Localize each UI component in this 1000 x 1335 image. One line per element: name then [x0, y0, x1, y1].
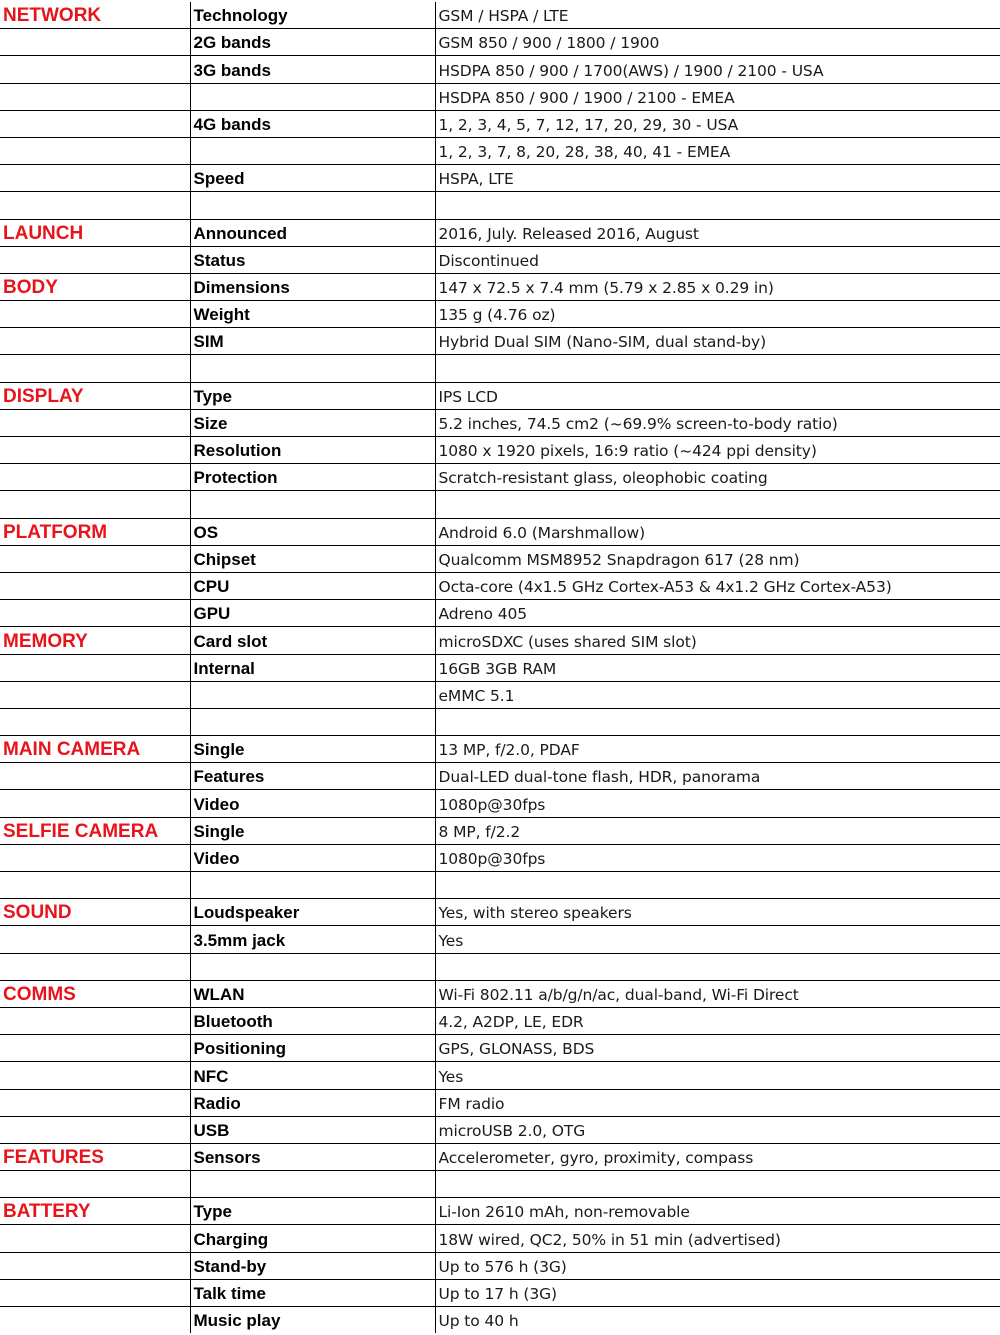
spec-row: [0, 953, 1000, 980]
feature-value: GSM 850 / 900 / 1800 / 1900: [435, 29, 1000, 56]
section-label: [0, 83, 190, 110]
feature-label: Size: [190, 409, 435, 436]
feature-label: NFC: [190, 1062, 435, 1089]
feature-label: 4G bands: [190, 110, 435, 137]
section-label: MAIN CAMERA: [0, 736, 190, 763]
spec-row: [0, 219, 1000, 246]
spec-row: [0, 437, 1000, 464]
feature-label: Video: [190, 790, 435, 817]
feature-label: Video: [190, 844, 435, 871]
section-label: [0, 872, 190, 899]
section-label: [0, 1171, 190, 1198]
feature-label: [190, 1171, 435, 1198]
feature-value: GSM / HSPA / LTE: [435, 2, 1000, 29]
feature-label: USB: [190, 1116, 435, 1143]
spec-row: [0, 899, 1000, 926]
section-label: [0, 763, 190, 790]
spec-row: [0, 926, 1000, 953]
feature-value: 2016, July. Released 2016, August: [435, 219, 1000, 246]
feature-label: Weight: [190, 301, 435, 328]
section-label: [0, 110, 190, 137]
feature-value: Li-Ion 2610 mAh, non-removable: [435, 1198, 1000, 1225]
feature-value: HSPA, LTE: [435, 165, 1000, 192]
section-label: DISPLAY: [0, 382, 190, 409]
section-label: [0, 844, 190, 871]
section-label: PLATFORM: [0, 518, 190, 545]
feature-label: Single: [190, 817, 435, 844]
feature-label: [190, 137, 435, 164]
feature-label: [190, 491, 435, 518]
feature-label: Single: [190, 736, 435, 763]
feature-label: Protection: [190, 464, 435, 491]
feature-value: 5.2 inches, 74.5 cm2 (~69.9% screen-to-body ratio): [435, 409, 1000, 436]
spec-row: [0, 1007, 1000, 1034]
feature-label: [190, 681, 435, 708]
section-label: [0, 1307, 190, 1334]
spec-row: [0, 1171, 1000, 1198]
section-label: [0, 355, 190, 382]
feature-label: Radio: [190, 1089, 435, 1116]
section-label: [0, 301, 190, 328]
section-label: MEMORY: [0, 627, 190, 654]
feature-label: 2G bands: [190, 29, 435, 56]
spec-row: [0, 1089, 1000, 1116]
section-label: [0, 491, 190, 518]
feature-label: Card slot: [190, 627, 435, 654]
spec-table: [0, 2, 1000, 1333]
spec-row: [0, 736, 1000, 763]
feature-label: Talk time: [190, 1279, 435, 1306]
spec-row: [0, 491, 1000, 518]
feature-label: Resolution: [190, 437, 435, 464]
feature-label: [190, 83, 435, 110]
section-label: SOUND: [0, 899, 190, 926]
feature-value: 4.2, A2DP, LE, EDR: [435, 1007, 1000, 1034]
spec-row: [0, 192, 1000, 219]
feature-label: [190, 355, 435, 382]
spec-row: [0, 681, 1000, 708]
section-label: [0, 1007, 190, 1034]
section-label: [0, 926, 190, 953]
feature-value: [435, 355, 1000, 382]
spec-row: [0, 790, 1000, 817]
feature-label: SIM: [190, 328, 435, 355]
feature-label: OS: [190, 518, 435, 545]
feature-value: Accelerometer, gyro, proximity, compass: [435, 1143, 1000, 1170]
spec-row: [0, 627, 1000, 654]
spec-row: [0, 1062, 1000, 1089]
spec-row: [0, 1116, 1000, 1143]
feature-value: Wi-Fi 802.11 a/b/g/n/ac, dual-band, Wi-Fi Direct: [435, 980, 1000, 1007]
feature-label: [190, 953, 435, 980]
section-label: [0, 29, 190, 56]
feature-value: Qualcomm MSM8952 Snapdragon 617 (28 nm): [435, 545, 1000, 572]
spec-row: [0, 1307, 1000, 1334]
section-label: [0, 464, 190, 491]
spec-row: [0, 409, 1000, 436]
spec-row: [0, 273, 1000, 300]
spec-row: [0, 301, 1000, 328]
section-label: [0, 137, 190, 164]
feature-value: 8 MP, f/2.2: [435, 817, 1000, 844]
feature-value: 147 x 72.5 x 7.4 mm (5.79 x 2.85 x 0.29 in): [435, 273, 1000, 300]
section-label: LAUNCH: [0, 219, 190, 246]
feature-value: 1080p@30fps: [435, 844, 1000, 871]
section-label: FEATURES: [0, 1143, 190, 1170]
feature-value: GPS, GLONASS, BDS: [435, 1035, 1000, 1062]
section-label: [0, 1116, 190, 1143]
feature-label: Sensors: [190, 1143, 435, 1170]
section-label: [0, 654, 190, 681]
section-label: BODY: [0, 273, 190, 300]
section-label: NETWORK: [0, 2, 190, 29]
feature-value: eMMC 5.1: [435, 681, 1000, 708]
feature-value: Dual-LED dual-tone flash, HDR, panorama: [435, 763, 1000, 790]
section-label: [0, 328, 190, 355]
feature-value: HSDPA 850 / 900 / 1700(AWS) / 1900 / 2100 - USA: [435, 56, 1000, 83]
spec-row: [0, 355, 1000, 382]
spec-row: [0, 1225, 1000, 1252]
spec-row: [0, 572, 1000, 599]
section-label: [0, 545, 190, 572]
spec-row: [0, 246, 1000, 273]
feature-label: WLAN: [190, 980, 435, 1007]
spec-row: [0, 1279, 1000, 1306]
section-label: [0, 165, 190, 192]
spec-row: [0, 165, 1000, 192]
feature-value: Android 6.0 (Marshmallow): [435, 518, 1000, 545]
feature-value: [435, 708, 1000, 735]
feature-value: 1, 2, 3, 4, 5, 7, 12, 17, 20, 29, 30 - USA: [435, 110, 1000, 137]
feature-label: [190, 192, 435, 219]
feature-value: [435, 1171, 1000, 1198]
feature-label: 3.5mm jack: [190, 926, 435, 953]
spec-row: [0, 328, 1000, 355]
feature-label: [190, 708, 435, 735]
spec-row: [0, 56, 1000, 83]
feature-label: Status: [190, 246, 435, 273]
spec-row: [0, 844, 1000, 871]
section-label: [0, 1252, 190, 1279]
spec-row: [0, 382, 1000, 409]
spec-row: [0, 654, 1000, 681]
feature-label: Bluetooth: [190, 1007, 435, 1034]
spec-row: [0, 83, 1000, 110]
feature-value: 135 g (4.76 oz): [435, 301, 1000, 328]
feature-value: [435, 953, 1000, 980]
feature-value: [435, 872, 1000, 899]
feature-value: 1080 x 1920 pixels, 16:9 ratio (~424 ppi density): [435, 437, 1000, 464]
feature-value: [435, 491, 1000, 518]
spec-row: [0, 545, 1000, 572]
spec-row: [0, 1035, 1000, 1062]
feature-label: [190, 872, 435, 899]
section-label: [0, 1062, 190, 1089]
spec-row: [0, 2, 1000, 29]
spec-row: [0, 110, 1000, 137]
spec-row: [0, 29, 1000, 56]
spec-row: [0, 980, 1000, 1007]
section-label: [0, 1225, 190, 1252]
feature-label: Dimensions: [190, 273, 435, 300]
feature-value: Yes: [435, 926, 1000, 953]
feature-value: 1, 2, 3, 7, 8, 20, 28, 38, 40, 41 - EMEA: [435, 137, 1000, 164]
section-label: [0, 409, 190, 436]
feature-value: IPS LCD: [435, 382, 1000, 409]
feature-value: 1080p@30fps: [435, 790, 1000, 817]
section-label: SELFIE CAMERA: [0, 817, 190, 844]
feature-value: Up to 40 h: [435, 1307, 1000, 1334]
feature-value: 18W wired, QC2, 50% in 51 min (advertised): [435, 1225, 1000, 1252]
feature-label: Internal: [190, 654, 435, 681]
section-label: [0, 1279, 190, 1306]
spec-row: [0, 708, 1000, 735]
feature-label: Type: [190, 1198, 435, 1225]
feature-label: Speed: [190, 165, 435, 192]
section-label: [0, 572, 190, 599]
feature-label: CPU: [190, 572, 435, 599]
section-label: [0, 192, 190, 219]
feature-value: Up to 576 h (3G): [435, 1252, 1000, 1279]
feature-value: microUSB 2.0, OTG: [435, 1116, 1000, 1143]
section-label: [0, 1089, 190, 1116]
feature-label: Music play: [190, 1307, 435, 1334]
spec-row: [0, 1252, 1000, 1279]
spec-row: [0, 817, 1000, 844]
section-label: [0, 600, 190, 627]
feature-value: Yes, with stereo speakers: [435, 899, 1000, 926]
section-label: COMMS: [0, 980, 190, 1007]
feature-label: Announced: [190, 219, 435, 246]
feature-value: Up to 17 h (3G): [435, 1279, 1000, 1306]
feature-label: Features: [190, 763, 435, 790]
feature-value: Discontinued: [435, 246, 1000, 273]
spec-row: [0, 600, 1000, 627]
spec-row: [0, 518, 1000, 545]
section-label: [0, 790, 190, 817]
spec-row: [0, 137, 1000, 164]
feature-label: Stand-by: [190, 1252, 435, 1279]
feature-value: Hybrid Dual SIM (Nano-SIM, dual stand-by): [435, 328, 1000, 355]
spec-row: [0, 763, 1000, 790]
section-label: [0, 56, 190, 83]
feature-value: HSDPA 850 / 900 / 1900 / 2100 - EMEA: [435, 83, 1000, 110]
feature-value: Octa-core (4x1.5 GHz Cortex-A53 & 4x1.2 GHz Cortex-A53): [435, 572, 1000, 599]
section-label: [0, 1035, 190, 1062]
feature-value: microSDXC (uses shared SIM slot): [435, 627, 1000, 654]
feature-value: 13 MP, f/2.0, PDAF: [435, 736, 1000, 763]
feature-value: [435, 192, 1000, 219]
section-label: [0, 681, 190, 708]
feature-label: Positioning: [190, 1035, 435, 1062]
feature-label: Technology: [190, 2, 435, 29]
section-label: [0, 246, 190, 273]
feature-value: Adreno 405: [435, 600, 1000, 627]
feature-value: Scratch-resistant glass, oleophobic coating: [435, 464, 1000, 491]
spec-row: [0, 872, 1000, 899]
feature-label: GPU: [190, 600, 435, 627]
spec-table-body: [0, 2, 1000, 1333]
feature-value: 16GB 3GB RAM: [435, 654, 1000, 681]
feature-value: Yes: [435, 1062, 1000, 1089]
feature-label: 3G bands: [190, 56, 435, 83]
spec-row: [0, 1198, 1000, 1225]
spec-row: [0, 464, 1000, 491]
section-label: [0, 953, 190, 980]
section-label: BATTERY: [0, 1198, 190, 1225]
section-label: [0, 437, 190, 464]
feature-label: Chipset: [190, 545, 435, 572]
feature-value: FM radio: [435, 1089, 1000, 1116]
feature-label: Type: [190, 382, 435, 409]
feature-label: Loudspeaker: [190, 899, 435, 926]
spec-row: [0, 1143, 1000, 1170]
section-label: [0, 708, 190, 735]
feature-label: Charging: [190, 1225, 435, 1252]
